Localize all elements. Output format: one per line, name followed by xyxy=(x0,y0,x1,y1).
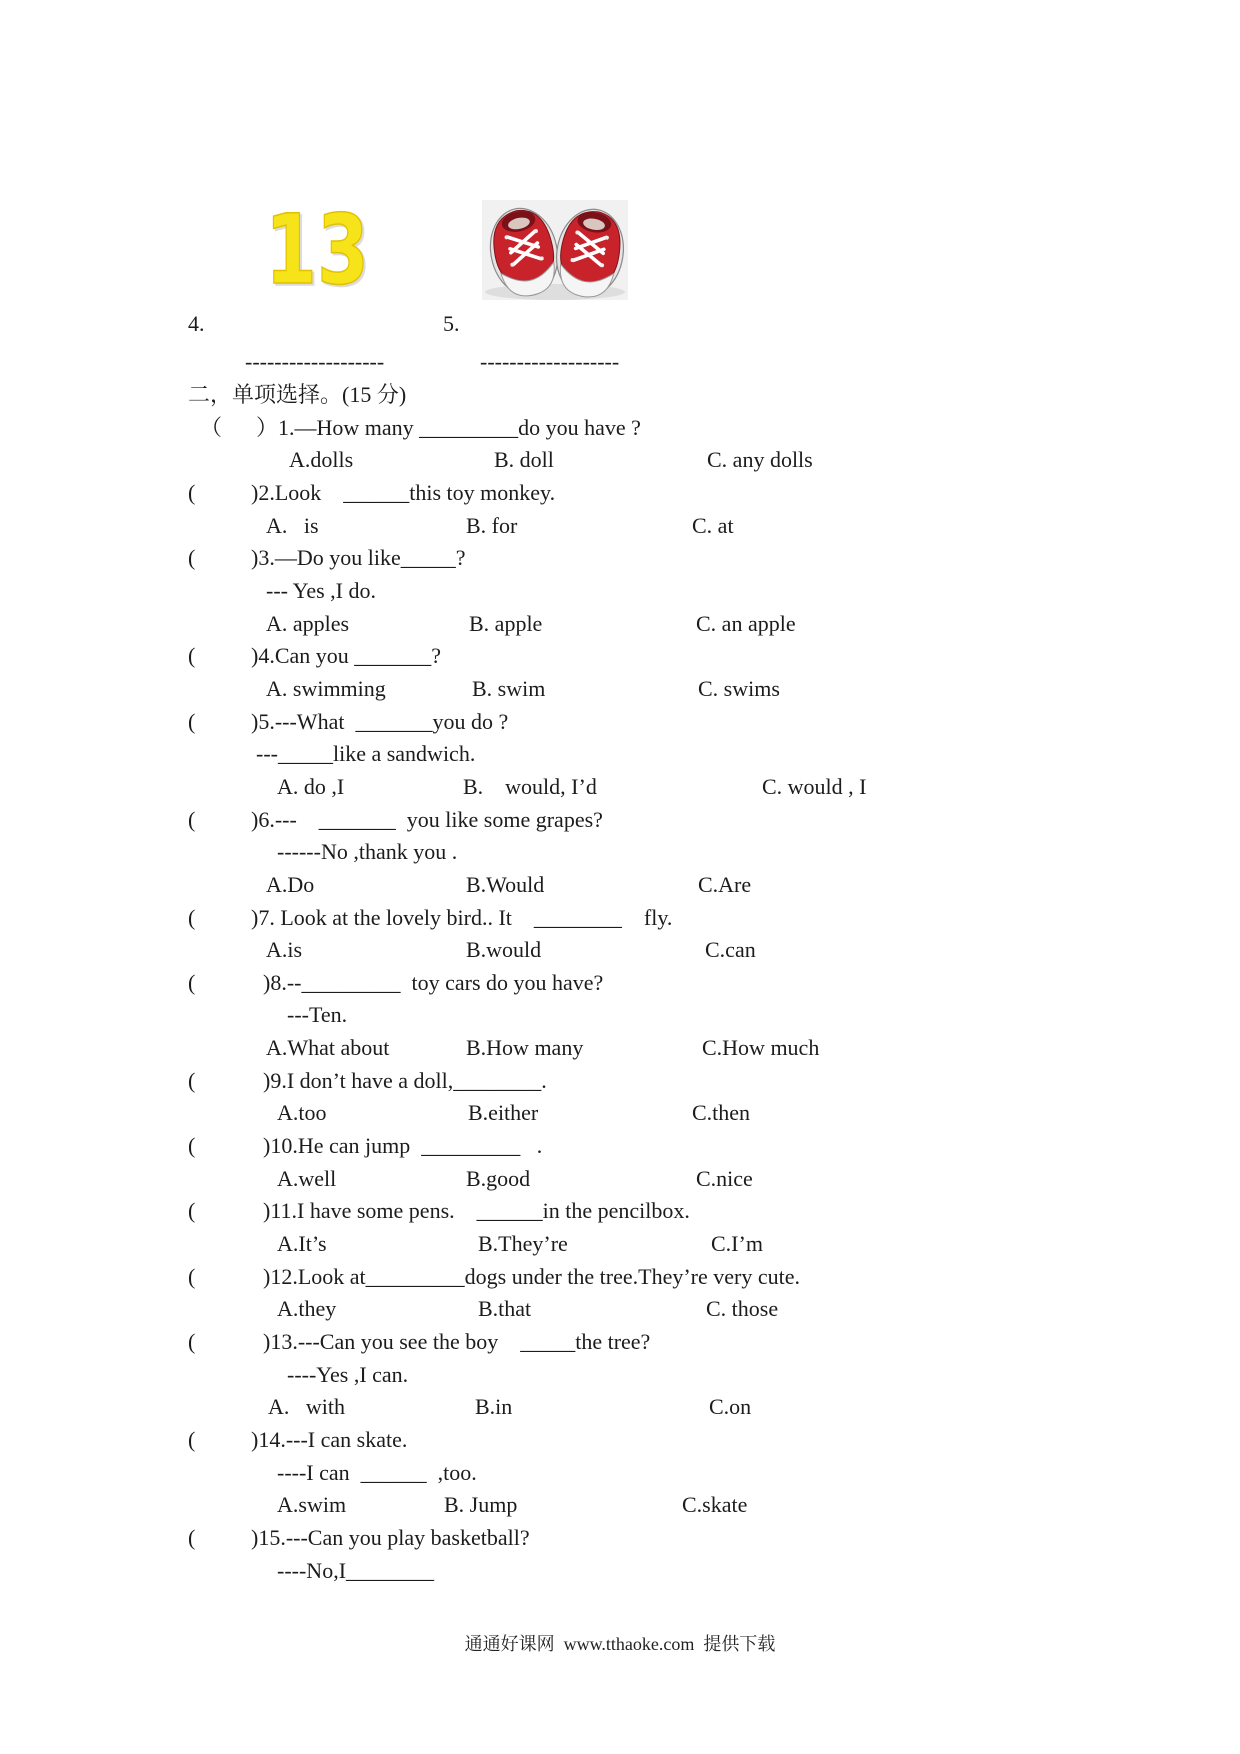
option-b: B.in xyxy=(475,1394,513,1420)
option-a: A.swim xyxy=(277,1492,347,1518)
option-a: A.dolls xyxy=(289,447,354,473)
answer-paren-open: ( xyxy=(188,1067,196,1093)
question-10 xyxy=(0,1130,1240,1163)
section-heading-line xyxy=(0,379,1240,412)
question-stem: )3.—Do you like_____? xyxy=(251,545,466,571)
question-stem: )12.Look at_________dogs under the tree.They’re very cute. xyxy=(263,1263,800,1289)
question-3 xyxy=(0,542,1240,575)
question-4 xyxy=(0,640,1240,673)
option-a: A.It’s xyxy=(277,1231,327,1257)
reply-14 xyxy=(0,1457,1240,1490)
answer-paren-close: ） xyxy=(256,414,279,440)
question-13 xyxy=(0,1326,1240,1359)
question-stem: )4.Can you _______? xyxy=(251,643,442,669)
question-5 xyxy=(0,706,1240,739)
option-b: B.good xyxy=(466,1165,531,1191)
answer-paren-open: ( xyxy=(188,806,196,832)
question-stem: )2.Look ______this toy monkey. xyxy=(251,479,556,505)
option-b: B. would, I’d xyxy=(463,773,597,799)
reply-15 xyxy=(0,1555,1240,1588)
reply-3 xyxy=(0,575,1240,608)
dialogue-reply: ----Yes ,I can. xyxy=(287,1361,409,1387)
answer-paren-open: ( xyxy=(188,969,196,995)
option-a: A. do ,I xyxy=(277,773,345,799)
option-a: A.What about xyxy=(266,1035,390,1061)
question-1 xyxy=(0,412,1240,445)
options-2 xyxy=(0,510,1240,543)
question-stem: )8.--_________ toy cars do you have? xyxy=(263,969,604,995)
option-c: C. at xyxy=(692,512,734,538)
option-a: A.Do xyxy=(266,871,315,897)
reply-6 xyxy=(0,836,1240,869)
options-10 xyxy=(0,1163,1240,1196)
question-stem: )6.--- _______ you like some grapes? xyxy=(251,806,603,832)
option-c: C.can xyxy=(705,937,756,963)
options-13 xyxy=(0,1391,1240,1424)
reply-5 xyxy=(0,738,1240,771)
options-7 xyxy=(0,934,1240,967)
option-c: C. would , I xyxy=(762,773,867,799)
answer-paren-open: ( xyxy=(188,1524,196,1550)
answer-paren-open: ( xyxy=(188,708,196,734)
answer-paren-open: （ xyxy=(200,414,223,440)
question-6 xyxy=(0,804,1240,837)
option-c: C.then xyxy=(692,1100,751,1126)
option-b: B.would xyxy=(466,937,542,963)
option-b: B.that xyxy=(478,1296,532,1322)
number-13-picture xyxy=(262,194,372,306)
option-c: C.nice xyxy=(696,1165,753,1191)
option-a: A. apples xyxy=(266,610,350,636)
answer-paren-open: ( xyxy=(188,904,196,930)
option-b: B. Jump xyxy=(444,1492,518,1518)
dialogue-reply: ------No ,thank you . xyxy=(277,839,458,865)
answer-paren-open: ( xyxy=(188,1329,196,1355)
option-a: A. is xyxy=(266,512,319,538)
item-4-number: 4. xyxy=(188,311,205,336)
dialogue-reply: ----No,I________ xyxy=(277,1557,435,1583)
option-b: B. apple xyxy=(469,610,543,636)
question-stem: )7. Look at the lovely bird.. It ________ fly. xyxy=(251,904,673,930)
question-stem: )5.---What _______you do ? xyxy=(251,708,509,734)
option-c: C. swims xyxy=(698,675,780,701)
question-2 xyxy=(0,477,1240,510)
dialogue-reply: ----I can ______ ,too. xyxy=(277,1459,477,1485)
answer-paren-open: ( xyxy=(188,1427,196,1452)
option-c: C. any dolls xyxy=(707,447,813,473)
question-15 xyxy=(0,1522,1240,1555)
item-4-answer-line: ------------------- xyxy=(245,349,385,374)
question-stem: )14.---I can skate. xyxy=(251,1427,408,1452)
option-b: B. swim xyxy=(472,675,546,701)
option-c: C. an apple xyxy=(696,610,796,636)
options-8 xyxy=(0,1032,1240,1065)
multiple-choice-section xyxy=(0,379,1240,1587)
option-b: B. for xyxy=(466,512,518,538)
item-5-number: 5. xyxy=(443,311,460,336)
option-c: C. those xyxy=(706,1296,779,1322)
question-8 xyxy=(0,967,1240,1000)
question-stem: )9.I don’t have a doll,________. xyxy=(263,1067,547,1093)
option-c: C.Are xyxy=(698,871,752,897)
page-footer: 通通好课网 www.tthaoke.com 提供下载 xyxy=(464,1634,776,1654)
item-5-answer-line: ------------------- xyxy=(480,349,620,374)
option-a: A.is xyxy=(266,937,303,963)
options-9 xyxy=(0,1097,1240,1130)
reply-13 xyxy=(0,1359,1240,1392)
option-a: A.they xyxy=(277,1296,337,1322)
question-stem: 1.—How many _________do you have ? xyxy=(278,414,641,440)
question-7 xyxy=(0,902,1240,935)
option-b: B.either xyxy=(468,1100,539,1126)
option-b: B.They’re xyxy=(478,1231,568,1257)
options-4 xyxy=(0,673,1240,706)
answer-paren-open: ( xyxy=(188,1133,196,1159)
number-13-text: 13 xyxy=(265,194,369,306)
option-b: B.How many xyxy=(466,1035,584,1061)
option-a: A. with xyxy=(268,1394,345,1420)
question-11 xyxy=(0,1195,1240,1228)
options-3 xyxy=(0,608,1240,641)
option-c: C.I’m xyxy=(711,1231,763,1257)
dialogue-reply: ---Ten. xyxy=(287,1002,348,1028)
options-11 xyxy=(0,1228,1240,1261)
options-12 xyxy=(0,1293,1240,1326)
question-9 xyxy=(0,1065,1240,1098)
question-stem: )11.I have some pens. ______in the pencilbox. xyxy=(263,1198,690,1224)
options-5 xyxy=(0,771,1240,804)
option-c: C.on xyxy=(709,1394,752,1420)
answer-paren-open: ( xyxy=(188,643,196,669)
section-heading: 二，单项选择。(15 分) xyxy=(188,382,407,407)
option-b: B. doll xyxy=(494,447,554,473)
options-1 xyxy=(0,444,1240,477)
dialogue-reply: ---_____like a sandwich. xyxy=(256,741,476,767)
answer-paren-open: ( xyxy=(188,1263,196,1289)
option-a: A.too xyxy=(277,1100,327,1126)
question-14 xyxy=(0,1424,1240,1457)
question-stem: )15.---Can you play basketball? xyxy=(251,1524,530,1550)
option-a: A. swimming xyxy=(266,675,386,701)
question-12 xyxy=(0,1261,1240,1294)
reply-8 xyxy=(0,999,1240,1032)
question-stem: )13.---Can you see the boy _____the tree? xyxy=(263,1329,651,1355)
option-c: C.skate xyxy=(682,1492,748,1518)
options-14 xyxy=(0,1489,1240,1522)
answer-paren-open: ( xyxy=(188,479,196,505)
answer-paren-open: ( xyxy=(188,1198,196,1224)
dialogue-reply: --- Yes ,I do. xyxy=(266,577,376,603)
options-6 xyxy=(0,869,1240,902)
option-b: B.Would xyxy=(466,871,545,897)
option-a: A.well xyxy=(277,1165,337,1191)
option-c: C.How much xyxy=(702,1035,820,1061)
answer-paren-open: ( xyxy=(188,545,196,571)
question-stem: )10.He can jump _________ . xyxy=(263,1133,543,1159)
red-sneakers-icon xyxy=(482,200,628,300)
